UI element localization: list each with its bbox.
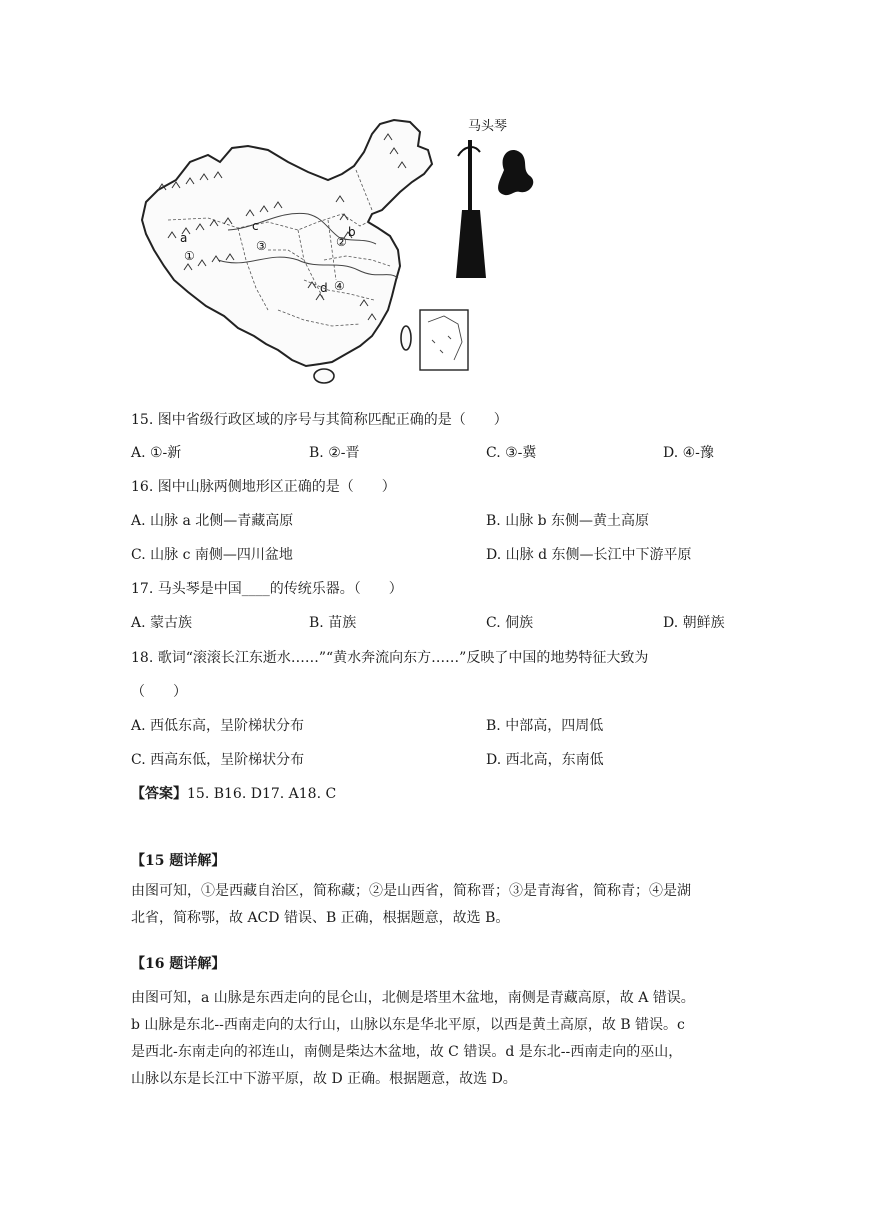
marker-2: ② bbox=[336, 235, 347, 249]
question-17-option-b: B. 苗族 bbox=[309, 615, 357, 631]
marker-a: a bbox=[180, 231, 188, 245]
explanation-15-body bbox=[131, 878, 737, 932]
explanation-16-body bbox=[131, 985, 737, 1093]
hainan-island bbox=[314, 369, 334, 383]
marker-3: ③ bbox=[256, 239, 267, 253]
question-16-stem: 16. 图中山脉两侧地形区正确的是（ ） bbox=[131, 479, 396, 495]
explanation-16-line-1: 由图可知，a 山脉是东西走向的昆仑山，北侧是塔里木盆地，南侧是青藏高原，故 A 错误。 bbox=[131, 990, 695, 1006]
question-18-option-b: B. 中部高，四周低 bbox=[486, 718, 604, 734]
answer-line bbox=[131, 784, 336, 804]
question-15-option-b: B. ②-晋 bbox=[309, 445, 360, 461]
question-18-stem-cont: （ ） bbox=[131, 684, 187, 700]
marker-b: b bbox=[348, 225, 356, 239]
question-16-option-a: A. 山脉 a 北侧—青藏高原 bbox=[131, 513, 294, 529]
horsehead-fiddle-icon bbox=[456, 118, 533, 278]
explanation-15-line-1: 由图可知，①是西藏自治区，简称藏；②是山西省，简称晋；③是青海省，简称青；④是湖 bbox=[131, 883, 691, 899]
explanation-15-line-2: 北省，简称鄂，故 ACD 错误、B 正确，根据题意，故选 B。 bbox=[131, 910, 510, 926]
marker-c: c bbox=[252, 219, 259, 233]
instrument-label: 马头琴 bbox=[468, 119, 508, 134]
question-15-option-a: A. ①-新 bbox=[131, 445, 182, 461]
question-18-option-a: A. 西低东高，呈阶梯状分布 bbox=[131, 718, 305, 734]
question-15-stem: 15. 图中省级行政区域的序号与其简称匹配正确的是（ ） bbox=[131, 412, 508, 428]
south-china-sea-inset bbox=[420, 310, 468, 370]
china-map-figure bbox=[128, 110, 548, 400]
question-16-option-b: B. 山脉 b 东侧—黄土高原 bbox=[486, 513, 650, 529]
question-18-stem: 18. 歌词“滚滚长江东逝水……”“黄水奔流向东方……”反映了中国的地势特征大致为 bbox=[131, 650, 649, 666]
answer-label: 【答案】 bbox=[131, 786, 187, 802]
question-15-option-d: D. ④-豫 bbox=[663, 445, 714, 461]
explanation-16-line-3: 是西北-东南走向的祁连山，南侧是柴达木盆地，故 C 错误。d 是东北--西南走向的巫山， bbox=[131, 1044, 683, 1060]
question-18-option-c: C. 西高东低，呈阶梯状分布 bbox=[131, 752, 305, 768]
question-18-option-d: D. 西北高，东南低 bbox=[486, 752, 604, 768]
question-17-option-d: D. 朝鲜族 bbox=[663, 615, 725, 631]
question-17-option-c: C. 侗族 bbox=[486, 615, 534, 631]
explanation-16-line-4: 山脉以东是长江中下游平原，故 D 正确。根据题意，故选 D。 bbox=[131, 1071, 517, 1087]
taiwan-island bbox=[401, 326, 411, 350]
question-16-option-c: C. 山脉 c 南侧—四川盆地 bbox=[131, 547, 293, 563]
marker-d: d bbox=[320, 281, 328, 295]
explanation-16-line-2: b 山脉是东北--西南走向的太行山，山脉以东是华北平原，以西是黄土高原，故 B 错误。c bbox=[131, 1017, 685, 1033]
question-15-option-c: C. ③-冀 bbox=[486, 445, 537, 461]
explanation-16-heading: 【16 题详解】 bbox=[131, 956, 226, 972]
explanation-15-heading: 【15 题详解】 bbox=[131, 853, 226, 869]
answer-text: 15. B16. D17. A18. C bbox=[187, 786, 337, 802]
marker-4: ④ bbox=[334, 279, 345, 293]
question-17-option-a: A. 蒙古族 bbox=[131, 615, 193, 631]
question-17-stem: 17. 马头琴是中国____的传统乐器。（ ） bbox=[131, 581, 403, 597]
marker-1: ① bbox=[184, 249, 195, 263]
question-16-option-d: D. 山脉 d 东侧—长江中下游平原 bbox=[486, 547, 692, 563]
